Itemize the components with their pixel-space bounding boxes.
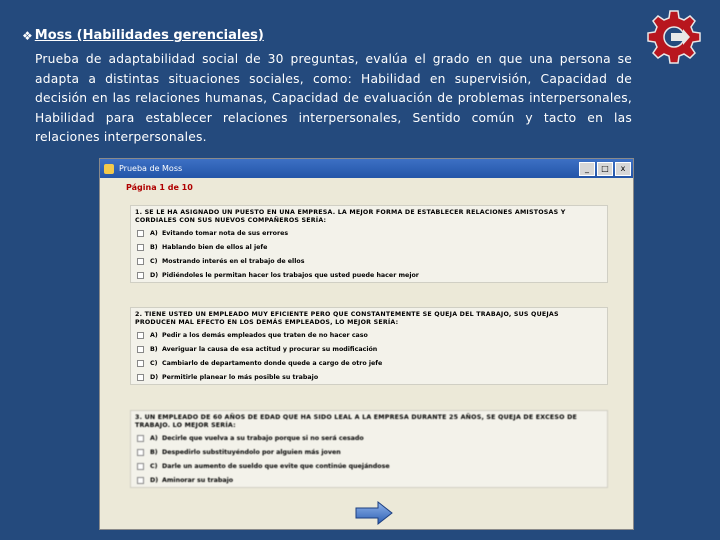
checkbox[interactable] <box>137 463 144 470</box>
checkbox[interactable] <box>137 374 144 381</box>
question-text: 3. UN EMPLEADO DE 60 AÑOS DE EDAD QUE HA SIDO LEAL A LA EMPRESA DURANTE 25 AÑOS, SE QUEJA DE EXCESO DE TRABAJO. LO MEJOR SERÍA: <box>135 414 578 429</box>
checkbox[interactable] <box>137 244 144 251</box>
arrow-right-icon[interactable] <box>354 500 394 526</box>
checkbox[interactable] <box>137 272 144 279</box>
minimize-button[interactable]: _ <box>579 162 595 176</box>
option-a[interactable]: A) Pedir a los demás empleados que traten de no hacer caso <box>131 328 607 342</box>
checkbox[interactable] <box>137 230 144 237</box>
slide-description: Prueba de adaptabilidad social de 30 preguntas, evalúa el grado en que una persona se adapta a distintas situaciones sociales, como: Habilidad en supervisión, Capacidad de decisión en las relaciones humanas, Capacidad de evaluación de problemas interpersonales, Habilidad para establecer relaciones interpersonales, Sentido común y tacto en las relaciones interpersonales. <box>35 52 632 144</box>
checkbox[interactable] <box>137 258 144 265</box>
test-window <box>99 158 634 530</box>
question-1 <box>130 205 608 283</box>
option-c[interactable]: C) Cambiarlo de departamento donde quede a cargo de otro jefe <box>131 356 607 370</box>
checkbox[interactable] <box>137 360 144 367</box>
slide-title: Moss (Habilidades gerenciales) <box>34 28 264 43</box>
option-c[interactable]: C) Mostrando interés en el trabajo de ellos <box>131 254 607 268</box>
slide-heading <box>22 28 264 43</box>
option-c[interactable]: C) Darle un aumento de sueldo que evite que continúe quejándose <box>131 459 607 473</box>
question-text: 2. TIENE USTED UN EMPLEADO MUY EFICIENTE PERO QUE CONSTANTEMENTE SE QUEJA DEL TRABAJO, SUS QUEJAS PRODUCEN MAL EFECTO EN LOS DEMÁS EMPLEADOS, LO MEJOR SERÍA: <box>135 311 559 326</box>
app-icon <box>104 164 114 174</box>
option-a[interactable]: A) Evitando tomar nota de sus errores <box>131 226 607 240</box>
page-indicator: Página 1 de 10 <box>126 183 193 192</box>
checkbox[interactable] <box>137 449 144 456</box>
option-d[interactable]: D) Aminorar su trabajo <box>131 473 607 487</box>
option-d[interactable]: D) Pidiéndoles le permitan hacer los trabajos que usted puede hacer mejor <box>131 268 607 282</box>
question-3 <box>130 410 608 488</box>
bullet-icon: ❖ <box>22 28 33 43</box>
option-b[interactable]: B) Averiguar la causa de esa actitud y procurar su modificación <box>131 342 607 356</box>
question-2 <box>130 307 608 385</box>
checkbox[interactable] <box>137 332 144 339</box>
window-title: Prueba de Moss <box>119 164 183 173</box>
close-button[interactable]: x <box>615 162 631 176</box>
checkbox[interactable] <box>137 435 144 442</box>
checkbox[interactable] <box>137 477 144 484</box>
option-a[interactable]: A) Decirle que vuelva a su trabajo porque si no será cesado <box>131 431 607 445</box>
option-b[interactable]: B) Hablando bien de ellos al jefe <box>131 240 607 254</box>
gear-icon <box>646 9 702 65</box>
question-text: 1. SE LE HA ASIGNADO UN PUESTO EN UNA EMPRESA. LA MEJOR FORMA DE ESTABLECER RELACIONES AMISTOSAS Y CORDIALES CON SUS NUEVOS COMPAÑEROS SERÍA: <box>135 209 566 224</box>
window-titlebar <box>100 159 633 178</box>
maximize-button[interactable]: □ <box>597 162 613 176</box>
option-b[interactable]: B) Despedirlo substituyéndolo por alguien más joven <box>131 445 607 459</box>
checkbox[interactable] <box>137 346 144 353</box>
option-d[interactable]: D) Permitirle planear lo más posible su trabajo <box>131 370 607 384</box>
